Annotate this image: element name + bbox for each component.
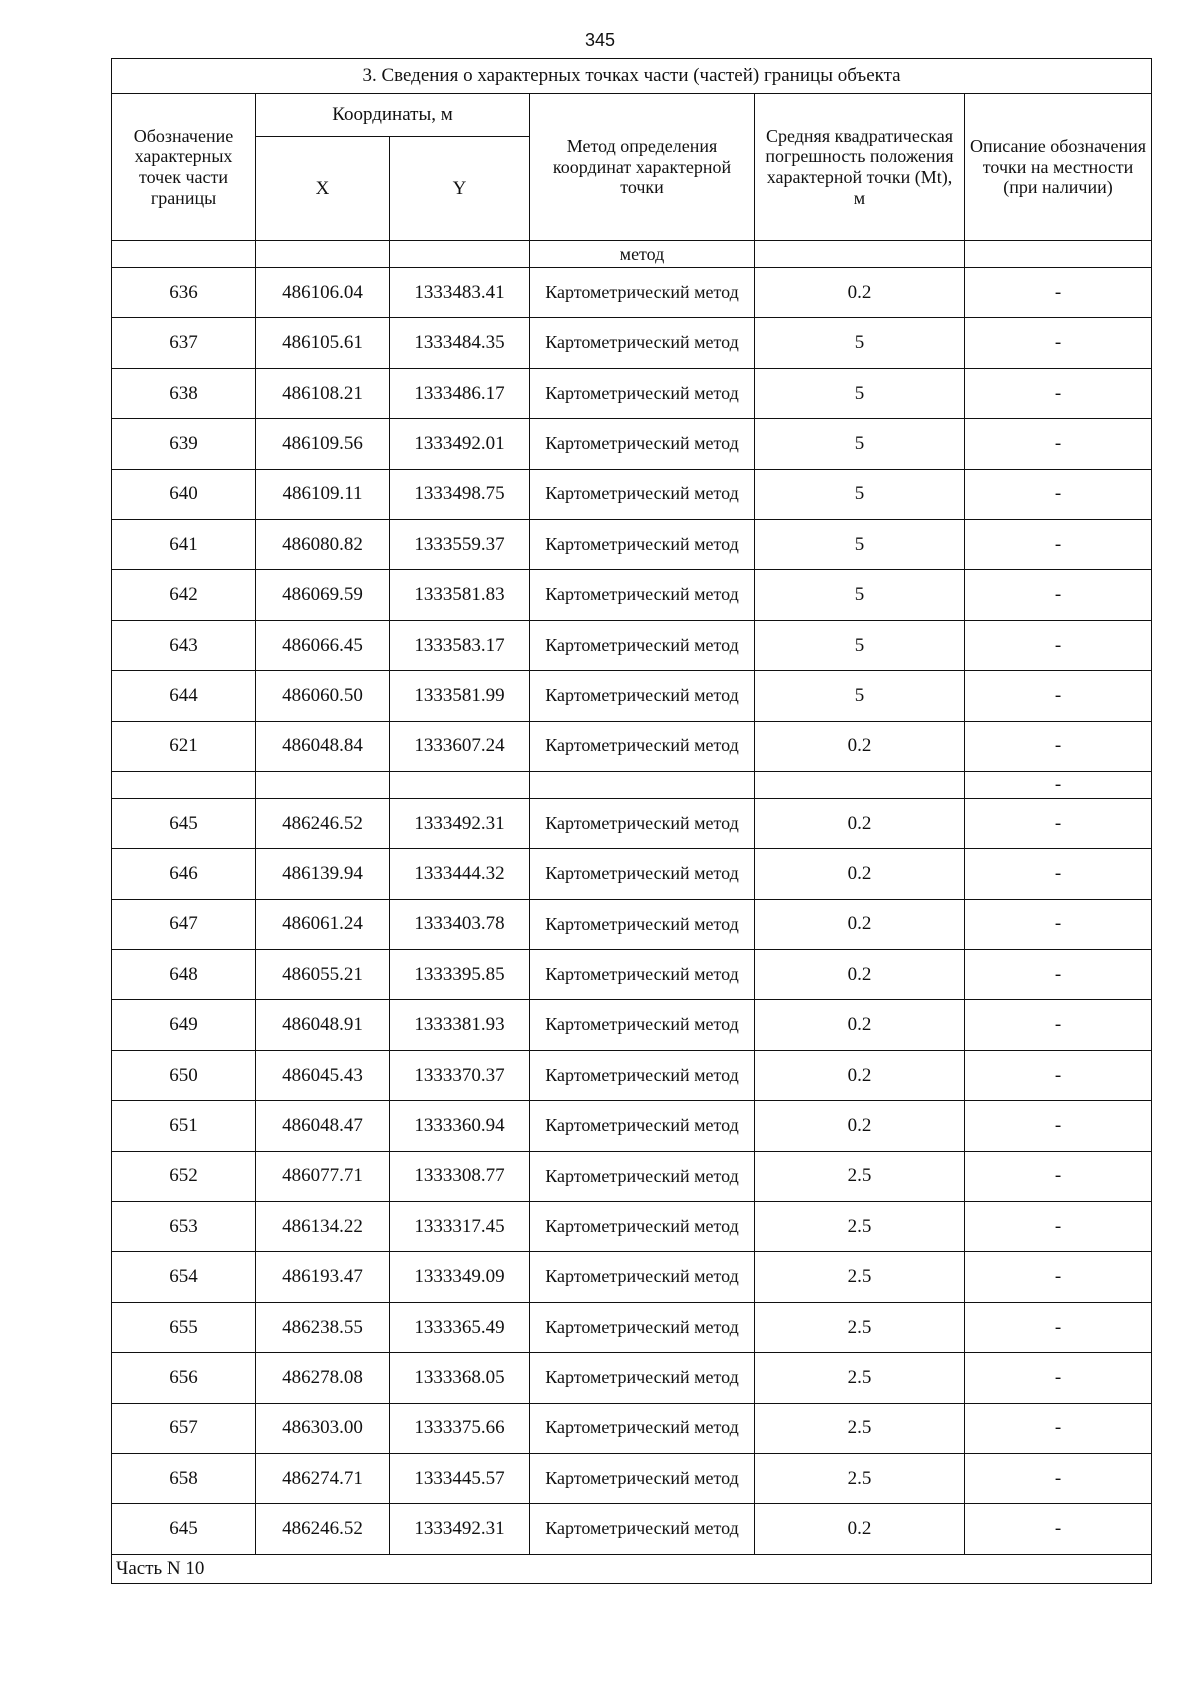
point-id-cell: 650 xyxy=(112,1050,256,1100)
header-coordinates: Координаты, м xyxy=(256,94,530,137)
table-row xyxy=(112,798,1152,848)
point-id-cell: 655 xyxy=(112,1302,256,1352)
header-point-label: Обозначение характерных точек части границы xyxy=(112,94,256,241)
point-id-cell: 646 xyxy=(112,849,256,899)
accuracy-cell: 0.2 xyxy=(755,899,965,949)
table-row xyxy=(112,1101,1152,1151)
description-cell: - xyxy=(965,798,1152,848)
method-cell: Картометрический метод xyxy=(530,1202,755,1252)
point-id-cell: 643 xyxy=(112,620,256,670)
table-row xyxy=(112,721,1152,771)
table-row xyxy=(112,1000,1152,1050)
accuracy-cell: 0.2 xyxy=(755,1000,965,1050)
table-row xyxy=(112,268,1152,318)
point-id-cell: 639 xyxy=(112,419,256,469)
y-coordinate-cell: 1333444.32 xyxy=(390,849,530,899)
description-cell: - xyxy=(965,419,1152,469)
accuracy-cell: 0.2 xyxy=(755,849,965,899)
accuracy-cell: 0.2 xyxy=(755,798,965,848)
table-row xyxy=(112,950,1152,1000)
description-cell: - xyxy=(965,570,1152,620)
x-coordinate-cell: 486193.47 xyxy=(256,1252,390,1302)
y-coordinate-cell: 1333317.45 xyxy=(390,1202,530,1252)
x-coordinate-cell: 486066.45 xyxy=(256,620,390,670)
method-cell: Картометрический метод xyxy=(530,318,755,368)
method-cell: Картометрический метод xyxy=(530,1504,755,1554)
y-coordinate-cell: 1333381.93 xyxy=(390,1000,530,1050)
y-coordinate-cell: 1333486.17 xyxy=(390,368,530,418)
table-row xyxy=(112,570,1152,620)
x-coordinate-cell: 486303.00 xyxy=(256,1403,390,1453)
y-coordinate-cell: 1333583.17 xyxy=(390,620,530,670)
method-cell: Картометрический метод xyxy=(530,671,755,721)
accuracy-cell: 0.2 xyxy=(755,1101,965,1151)
description-cell: - xyxy=(965,1353,1152,1403)
accuracy-cell: 2.5 xyxy=(755,1403,965,1453)
description-cell: - xyxy=(965,268,1152,318)
y-coordinate-cell: 1333395.85 xyxy=(390,950,530,1000)
accuracy-cell: 2.5 xyxy=(755,1453,965,1503)
y-coordinate-cell: 1333607.24 xyxy=(390,721,530,771)
description-cell: - xyxy=(965,950,1152,1000)
x-coordinate-cell: 486246.52 xyxy=(256,1504,390,1554)
description-cell: - xyxy=(965,469,1152,519)
table-title: 3. Сведения о характерных точках части (частей) границы объекта xyxy=(112,59,1152,94)
table-row xyxy=(112,899,1152,949)
x-coordinate-cell: 486105.61 xyxy=(256,318,390,368)
method-cell: Картометрический метод xyxy=(530,798,755,848)
point-id-cell: 645 xyxy=(112,1504,256,1554)
description-cell: - xyxy=(965,1252,1152,1302)
method-cell: Картометрический метод xyxy=(530,950,755,1000)
point-id-cell: 651 xyxy=(112,1101,256,1151)
x-coordinate-cell: 486069.59 xyxy=(256,570,390,620)
separator-cell xyxy=(530,771,755,798)
point-id-cell: 645 xyxy=(112,798,256,848)
separator-cell xyxy=(755,771,965,798)
footer-row xyxy=(112,1554,1152,1583)
part-label: Часть N 10 xyxy=(112,1554,1152,1583)
y-coordinate-cell: 1333498.75 xyxy=(390,469,530,519)
description-cell: - xyxy=(965,1050,1152,1100)
table-row xyxy=(112,1202,1152,1252)
point-id-cell: 656 xyxy=(112,1353,256,1403)
method-cell: Картометрический метод xyxy=(530,1000,755,1050)
accuracy-cell: 2.5 xyxy=(755,1353,965,1403)
accuracy-cell: 0.2 xyxy=(755,1050,965,1100)
accuracy-cell: 0.2 xyxy=(755,721,965,771)
x-coordinate-cell: 486274.71 xyxy=(256,1453,390,1503)
point-id-cell: 641 xyxy=(112,519,256,569)
separator-row xyxy=(112,771,1152,798)
x-coordinate-cell: 486048.47 xyxy=(256,1101,390,1151)
table-row xyxy=(112,469,1152,519)
x-coordinate-cell: 486048.91 xyxy=(256,1000,390,1050)
x-coordinate-cell: 486045.43 xyxy=(256,1050,390,1100)
point-id-cell: 658 xyxy=(112,1453,256,1503)
x-coordinate-cell: 486109.11 xyxy=(256,469,390,519)
method-cell: Картометрический метод xyxy=(530,419,755,469)
continuation-cell xyxy=(256,241,390,268)
continuation-method: метод xyxy=(530,241,755,268)
y-coordinate-cell: 1333492.31 xyxy=(390,798,530,848)
description-cell: - xyxy=(965,620,1152,670)
x-coordinate-cell: 486246.52 xyxy=(256,798,390,848)
header-method: Метод определения координат характерной точки xyxy=(530,94,755,241)
x-coordinate-cell: 486080.82 xyxy=(256,519,390,569)
method-cell: Картометрический метод xyxy=(530,1050,755,1100)
accuracy-cell: 5 xyxy=(755,519,965,569)
table-row xyxy=(112,1453,1152,1503)
point-id-cell: 644 xyxy=(112,671,256,721)
separator-cell xyxy=(390,771,530,798)
table-row xyxy=(112,671,1152,721)
point-id-cell: 640 xyxy=(112,469,256,519)
method-cell: Картометрический метод xyxy=(530,519,755,569)
y-coordinate-cell: 1333375.66 xyxy=(390,1403,530,1453)
method-cell: Картометрический метод xyxy=(530,1403,755,1453)
y-coordinate-cell: 1333483.41 xyxy=(390,268,530,318)
accuracy-cell: 2.5 xyxy=(755,1252,965,1302)
y-coordinate-cell: 1333368.05 xyxy=(390,1353,530,1403)
table-row xyxy=(112,849,1152,899)
description-cell: - xyxy=(965,1151,1152,1201)
point-id-cell: 638 xyxy=(112,368,256,418)
method-cell: Картометрический метод xyxy=(530,1302,755,1352)
point-id-cell: 652 xyxy=(112,1151,256,1201)
description-cell: - xyxy=(965,1202,1152,1252)
description-cell: - xyxy=(965,1504,1152,1554)
x-coordinate-cell: 486134.22 xyxy=(256,1202,390,1252)
accuracy-cell: 5 xyxy=(755,620,965,670)
header-row-top xyxy=(112,94,1152,137)
x-coordinate-cell: 486106.04 xyxy=(256,268,390,318)
table-row xyxy=(112,1050,1152,1100)
description-cell: - xyxy=(965,671,1152,721)
y-coordinate-cell: 1333445.57 xyxy=(390,1453,530,1503)
x-coordinate-cell: 486109.56 xyxy=(256,419,390,469)
y-coordinate-cell: 1333581.83 xyxy=(390,570,530,620)
point-id-cell: 642 xyxy=(112,570,256,620)
table-row xyxy=(112,368,1152,418)
table-row xyxy=(112,1353,1152,1403)
separator-cell xyxy=(112,771,256,798)
continuation-row xyxy=(112,241,1152,268)
point-id-cell: 654 xyxy=(112,1252,256,1302)
table-row xyxy=(112,1504,1152,1554)
table-row xyxy=(112,1403,1152,1453)
method-cell: Картометрический метод xyxy=(530,1453,755,1503)
table-row xyxy=(112,1302,1152,1352)
header-description: Описание обозначения точки на местности (при наличии) xyxy=(965,94,1152,241)
y-coordinate-cell: 1333370.37 xyxy=(390,1050,530,1100)
x-coordinate-cell: 486061.24 xyxy=(256,899,390,949)
description-cell: - xyxy=(965,318,1152,368)
y-coordinate-cell: 1333559.37 xyxy=(390,519,530,569)
accuracy-cell: 5 xyxy=(755,570,965,620)
table-row xyxy=(112,419,1152,469)
description-cell: - xyxy=(965,899,1152,949)
characteristic-points-table xyxy=(111,58,1152,1584)
point-id-cell: 657 xyxy=(112,1403,256,1453)
point-id-cell: 649 xyxy=(112,1000,256,1050)
accuracy-cell: 0.2 xyxy=(755,950,965,1000)
point-id-cell: 647 xyxy=(112,899,256,949)
description-cell: - xyxy=(965,368,1152,418)
header-y: Y xyxy=(390,137,530,241)
table-title-row xyxy=(112,59,1152,94)
accuracy-cell: 5 xyxy=(755,318,965,368)
page-number: 345 xyxy=(584,30,616,50)
x-coordinate-cell: 486048.84 xyxy=(256,721,390,771)
y-coordinate-cell: 1333365.49 xyxy=(390,1302,530,1352)
point-id-cell: 653 xyxy=(112,1202,256,1252)
accuracy-cell: 0.2 xyxy=(755,268,965,318)
method-cell: Картометрический метод xyxy=(530,1101,755,1151)
method-cell: Картометрический метод xyxy=(530,1252,755,1302)
x-coordinate-cell: 486278.08 xyxy=(256,1353,390,1403)
y-coordinate-cell: 1333492.31 xyxy=(390,1504,530,1554)
method-cell: Картометрический метод xyxy=(530,1151,755,1201)
header-accuracy: Средняя квадратическая погрешность положения характерной точки (Mt), м xyxy=(755,94,965,241)
accuracy-cell: 0.2 xyxy=(755,1504,965,1554)
description-cell: - xyxy=(965,1000,1152,1050)
accuracy-cell: 5 xyxy=(755,671,965,721)
y-coordinate-cell: 1333360.94 xyxy=(390,1101,530,1151)
table-row xyxy=(112,318,1152,368)
method-cell: Картометрический метод xyxy=(530,268,755,318)
table-row xyxy=(112,620,1152,670)
x-coordinate-cell: 486055.21 xyxy=(256,950,390,1000)
table-row xyxy=(112,1151,1152,1201)
method-cell: Картометрический метод xyxy=(530,721,755,771)
method-cell: Картометрический метод xyxy=(530,620,755,670)
method-cell: Картометрический метод xyxy=(530,1353,755,1403)
point-id-cell: 637 xyxy=(112,318,256,368)
description-cell: - xyxy=(965,721,1152,771)
method-cell: Картометрический метод xyxy=(530,469,755,519)
x-coordinate-cell: 486238.55 xyxy=(256,1302,390,1352)
accuracy-cell: 5 xyxy=(755,368,965,418)
x-coordinate-cell: 486139.94 xyxy=(256,849,390,899)
separator-description: - xyxy=(965,771,1152,798)
method-cell: Картометрический метод xyxy=(530,899,755,949)
point-id-cell: 648 xyxy=(112,950,256,1000)
y-coordinate-cell: 1333581.99 xyxy=(390,671,530,721)
accuracy-cell: 2.5 xyxy=(755,1151,965,1201)
x-coordinate-cell: 486108.21 xyxy=(256,368,390,418)
y-coordinate-cell: 1333403.78 xyxy=(390,899,530,949)
description-cell: - xyxy=(965,1403,1152,1453)
point-id-cell: 636 xyxy=(112,268,256,318)
table-row xyxy=(112,519,1152,569)
y-coordinate-cell: 1333492.01 xyxy=(390,419,530,469)
table-row xyxy=(112,1252,1152,1302)
method-cell: Картометрический метод xyxy=(530,368,755,418)
x-coordinate-cell: 486060.50 xyxy=(256,671,390,721)
continuation-cell xyxy=(965,241,1152,268)
y-coordinate-cell: 1333484.35 xyxy=(390,318,530,368)
accuracy-cell: 2.5 xyxy=(755,1302,965,1352)
method-cell: Картометрический метод xyxy=(530,570,755,620)
header-x: X xyxy=(256,137,390,241)
continuation-cell xyxy=(755,241,965,268)
accuracy-cell: 5 xyxy=(755,419,965,469)
point-id-cell: 621 xyxy=(112,721,256,771)
description-cell: - xyxy=(965,1101,1152,1151)
method-cell: Картометрический метод xyxy=(530,849,755,899)
description-cell: - xyxy=(965,1453,1152,1503)
accuracy-cell: 5 xyxy=(755,469,965,519)
description-cell: - xyxy=(965,1302,1152,1352)
description-cell: - xyxy=(965,849,1152,899)
continuation-cell xyxy=(112,241,256,268)
x-coordinate-cell: 486077.71 xyxy=(256,1151,390,1201)
continuation-cell xyxy=(390,241,530,268)
y-coordinate-cell: 1333308.77 xyxy=(390,1151,530,1201)
y-coordinate-cell: 1333349.09 xyxy=(390,1252,530,1302)
accuracy-cell: 2.5 xyxy=(755,1202,965,1252)
description-cell: - xyxy=(965,519,1152,569)
separator-cell xyxy=(256,771,390,798)
